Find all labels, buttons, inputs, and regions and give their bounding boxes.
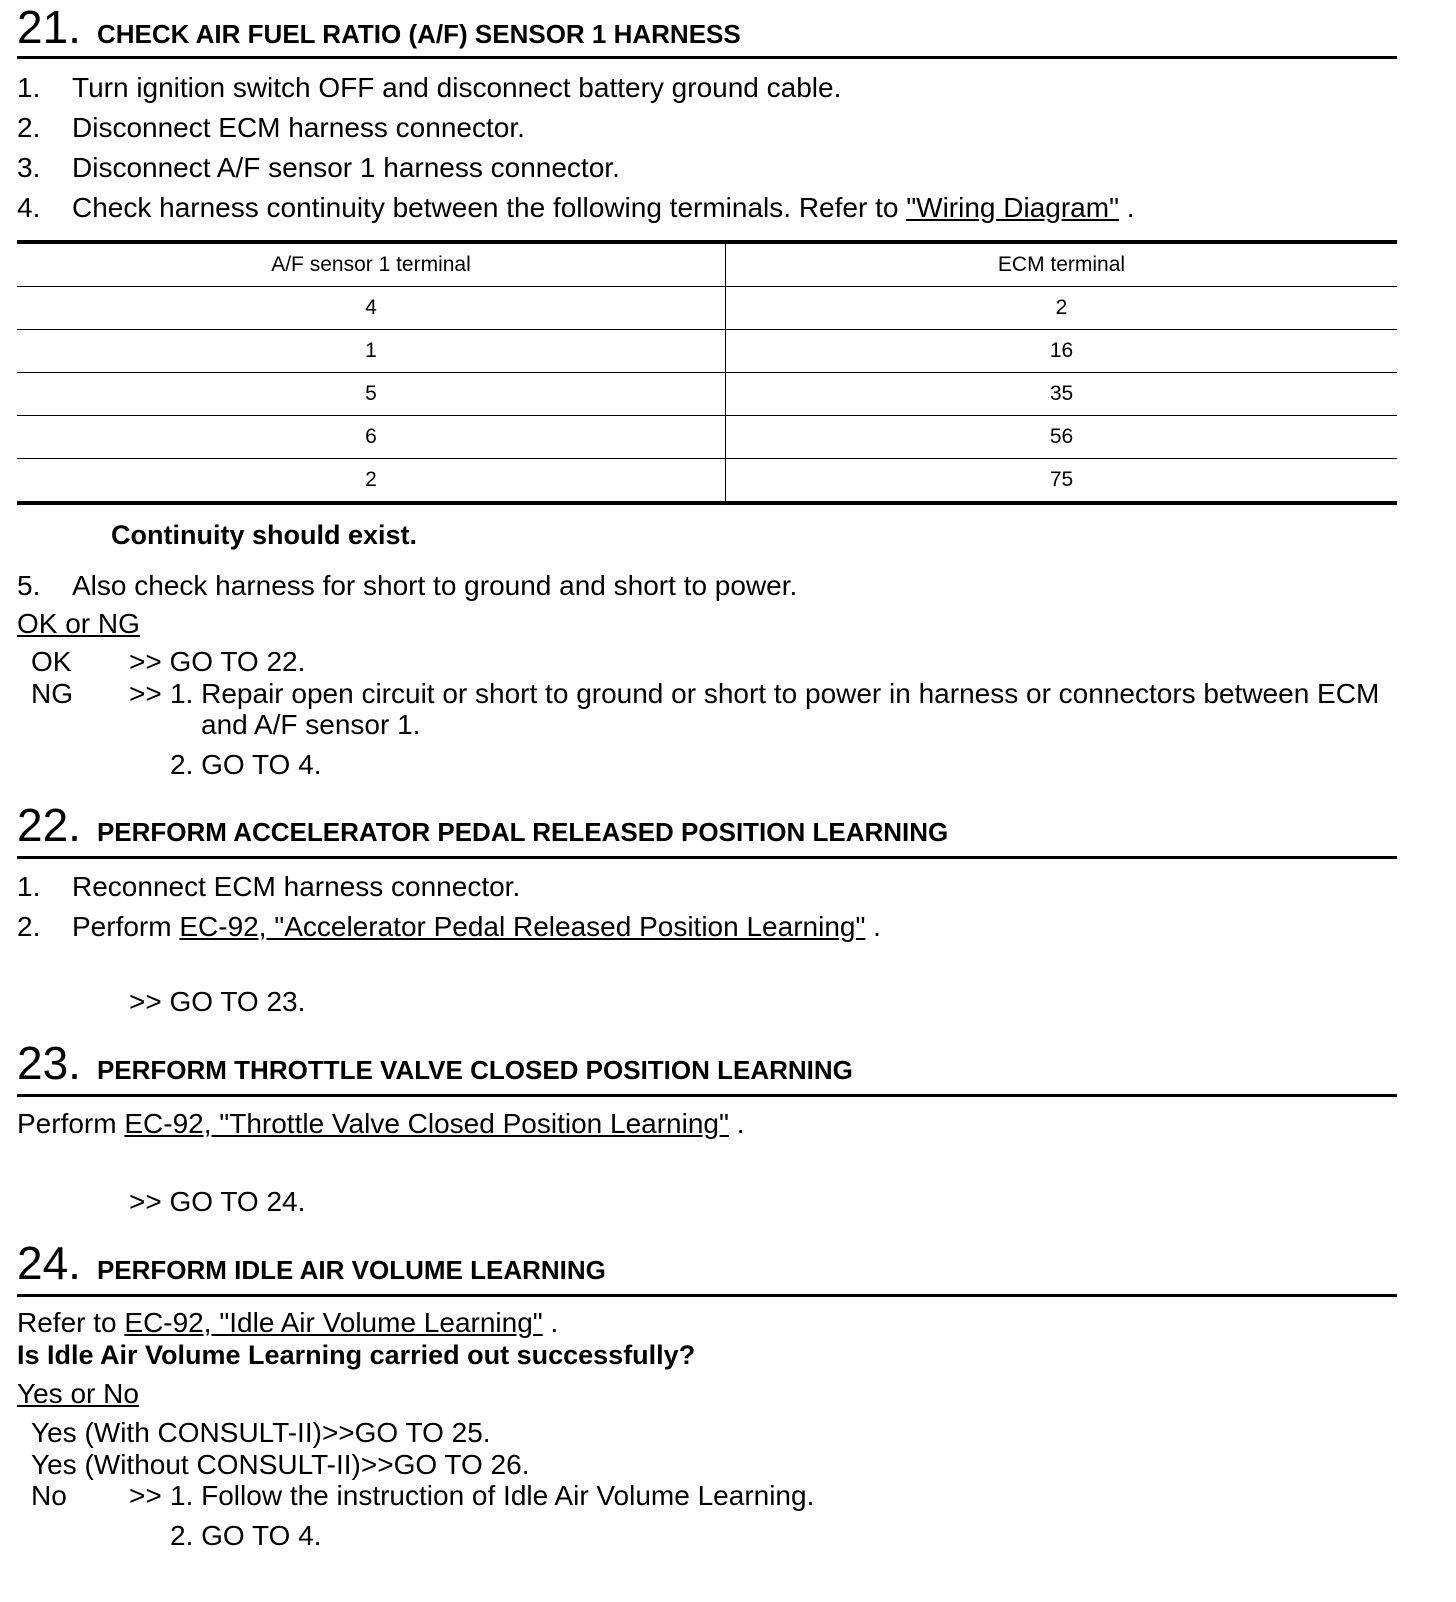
yes-with-consult: Yes (With CONSULT-II)>>GO TO 25. <box>31 1417 491 1448</box>
table-header-af-sensor: A/F sensor 1 terminal <box>17 242 726 287</box>
table-row: 6 56 <box>17 416 1397 459</box>
section-24-title: PERFORM IDLE AIR VOLUME LEARNING <box>96 1255 606 1285</box>
yes-without-consult: Yes (Without CONSULT-II)>>GO TO 26. <box>31 1449 530 1480</box>
step-2: 2. Disconnect ECM harness connector. <box>17 112 525 143</box>
step-1: 1. Reconnect ECM harness connector. <box>17 871 521 902</box>
section-23-title: PERFORM THROTTLE VALVE CLOSED POSITION LEARNING <box>96 1055 853 1085</box>
ng-label: NG <box>31 678 73 709</box>
continuity-table <box>17 240 1397 505</box>
ng-step-1: 1. Repair open circuit or short to ground or short to power in harness or connectors between ECM <box>170 678 1380 709</box>
section-21-number: 21. <box>17 1 81 53</box>
section-24-instruction: Refer to EC-92, "Idle Air Volume Learning" . <box>17 1307 559 1338</box>
wiring-diagram-link[interactable]: "Wiring Diagram" <box>906 192 1120 223</box>
section-21-title: CHECK AIR FUEL RATIO (A/F) SENSOR 1 HARNESS <box>96 19 741 49</box>
ok-result: >> GO TO 22. <box>129 646 306 677</box>
ng-step-1-cont: and A/F sensor 1. <box>201 709 421 740</box>
step-4: 4. Check harness continuity between the following terminals. Refer to "Wiring Diagram" . <box>17 188 1437 228</box>
step-2: 2. Perform EC-92, "Accelerator Pedal Released Position Learning" . <box>17 907 1437 947</box>
section-23-header <box>17 1036 1397 1097</box>
section-22-header <box>17 798 1397 859</box>
step-3: 3. Disconnect A/F sensor 1 harness connector. <box>17 152 620 183</box>
step-1: 1. Turn ignition switch OFF and disconnect battery ground cable. <box>17 72 842 103</box>
idle-air-volume-learning-link[interactable]: EC-92, "Idle Air Volume Learning" <box>124 1307 543 1338</box>
step-5: 5. Also check harness for short to ground and short to power. <box>17 570 798 601</box>
section-24-header <box>17 1236 1397 1297</box>
section-24-question: Is Idle Air Volume Learning carried out successfully? <box>17 1340 696 1370</box>
no-arrow: >> <box>129 1480 162 1511</box>
section-22-steps <box>17 867 1437 947</box>
accelerator-pedal-learning-link[interactable]: EC-92, "Accelerator Pedal Released Position Learning" <box>179 911 866 942</box>
ok-ng-results <box>17 646 1417 786</box>
section-23-number: 23. <box>17 1037 81 1089</box>
table-row: 5 35 <box>17 373 1397 416</box>
table-row: 1 16 <box>17 330 1397 373</box>
yes-no-label: Yes or No <box>17 1378 139 1409</box>
section-23-instruction: Perform EC-92, "Throttle Valve Closed Position Learning" . <box>17 1108 745 1139</box>
section-21-steps <box>17 68 1437 228</box>
ng-step-2: 2. GO TO 4. <box>170 749 322 780</box>
ng-arrow: >> <box>129 678 162 709</box>
no-label: No <box>31 1480 67 1511</box>
table-row: 2 75 <box>17 459 1397 504</box>
section-22-title: PERFORM ACCELERATOR PEDAL RELEASED POSITION LEARNING <box>96 817 949 847</box>
section-23-goto: >> GO TO 24. <box>129 1186 306 1217</box>
section-24-number: 24. <box>17 1237 81 1289</box>
throttle-valve-learning-link[interactable]: EC-92, "Throttle Valve Closed Position Learning" <box>124 1108 729 1139</box>
no-step-2: 2. GO TO 4. <box>170 1520 322 1551</box>
section-22-number: 22. <box>17 799 81 851</box>
table-row: 4 2 <box>17 287 1397 330</box>
no-step-1: 1. Follow the instruction of Idle Air Volume Learning. <box>170 1480 815 1511</box>
table-header-ecm: ECM terminal <box>726 242 1398 287</box>
section-22-goto: >> GO TO 23. <box>129 986 306 1017</box>
ok-ng-label: OK or NG <box>17 608 140 639</box>
ok-label: OK <box>31 646 72 677</box>
continuity-note: Continuity should exist. <box>111 520 418 550</box>
section-21-header <box>17 0 1397 59</box>
